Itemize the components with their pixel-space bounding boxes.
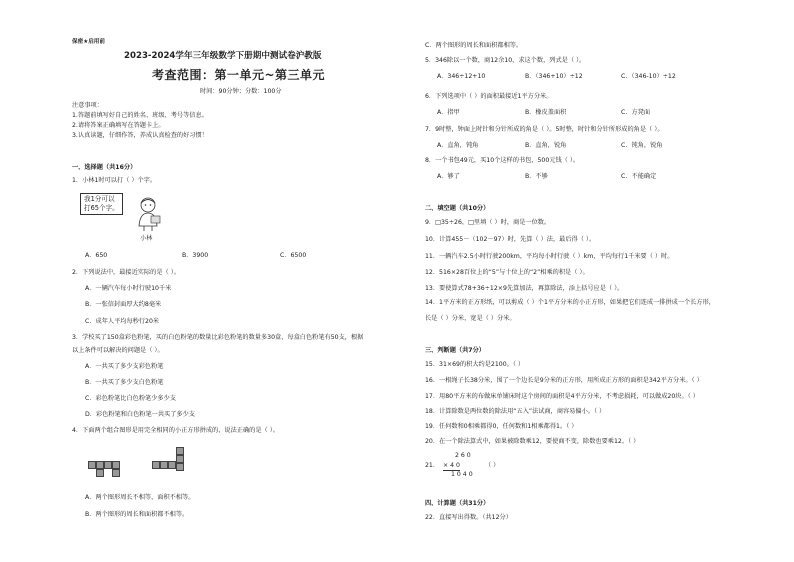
q16: 16．一根绳子长38分米，围了一个边长是9分米的正方形，用所成正方形的面积是342平方分米。（ ） — [425, 377, 703, 384]
boy-illustration — [134, 196, 162, 232]
q6-option-b: B．橡皮盖面积 — [525, 109, 567, 116]
q10: 10．计算455－（102－97）时，先算（ ）法，最后得（ ）。 — [425, 236, 596, 243]
q6-option-a: A．指甲 — [437, 109, 460, 116]
q3-option-b: B．一共买了多少支白色粉笔 — [85, 379, 164, 386]
q6-option-c: C．方凳面 — [621, 109, 651, 116]
boy-name: 小林 — [140, 235, 153, 242]
q17: 17．用80平方米的布做床单铺床时这个房间的面积是4平方分米，不考虑损耗，可以做成20块。（ ） — [425, 393, 699, 400]
speech-bubble — [80, 193, 123, 215]
note-2: 2.请将答案正确填写在答题卡上。 — [72, 122, 165, 129]
q18: 18．计算除数是两位数的除法用“五入”法试商，商容易偏小。（ ） — [425, 408, 606, 415]
right-column — [425, 0, 765, 562]
time-score: 时间：90分钟；分数：100分 — [200, 88, 282, 95]
q2-option-a: A．一辆汽车每小时行驶10千米 — [85, 285, 172, 292]
q22: 22．直接写出得数。（共12分） — [425, 514, 512, 521]
q2-option-c: C．成年人平均每秒行20米 — [85, 318, 160, 325]
q12: 12．516×28百位上的“5”与十位上的“2”相乘的积是（ ）。 — [425, 269, 589, 276]
q4-option-c: C．两个图形的周长和面积都相等。 — [425, 42, 523, 49]
q1-option-b: B．3900 — [182, 252, 209, 259]
q20: 20．在一个除法算式中，如果被除数乘12，要使商不变，除数也要乘12。（ ） — [425, 438, 640, 445]
section2-heading: 二、填空题（共10分） — [425, 205, 490, 212]
q3-option-c: C．彩色粉笔比白色粉笔少多少支 — [85, 395, 176, 402]
q6-stem: 6．下列选项中（ ）的面积最接近1平方分米。 — [425, 93, 553, 100]
q19: 19．任何数和0相乘都得0，任何数和1相乘都得1。（ ） — [425, 423, 578, 430]
q21-multiplier: × 4 0 — [443, 462, 460, 469]
bubble-line-1: 我1分可以 — [84, 195, 115, 203]
q11: 11．一辆汽车2.5小时行驶200km，平均每小时行驶（ ）km，平均每行1千米要（ ）时。 — [425, 253, 674, 260]
q15: 15．31×69的积大约是2100。（ ） — [425, 361, 525, 368]
q3-stem-line-1: 3．学校买了150盒彩色粉笔，买的白色粉笔的数量比彩色粉笔的数量多30盒，每盒白色粉笔有50支，根据 — [72, 334, 364, 341]
q7-option-c: C．钝角，锐角 — [621, 142, 663, 149]
secret-label: 保密★启用前 — [72, 39, 105, 45]
q3-option-d: D．彩色粉笔和白色粉笔一共买了多少支 — [85, 411, 195, 418]
bubble-line-2: 打65个字。 — [84, 204, 119, 212]
section1-heading: 一、选择题（共16分） — [72, 164, 137, 171]
q2-stem: 2．下列说法中，最接近实际的是（ ）。 — [72, 269, 180, 276]
notes-title: 注意事项： — [72, 102, 103, 109]
q5-option-b: B．（346+10）÷12 — [525, 73, 583, 80]
q1-option-c: C．6500 — [280, 252, 307, 259]
exam-scope: 考查范围：第一单元~第三单元 — [152, 68, 326, 82]
note-1: 1.答题前填写好自己的姓名、班级、考号等信息。 — [72, 112, 208, 119]
q7-option-b: B．直角，锐角 — [525, 142, 567, 149]
q4-stem: 4．下面两个组合图形是用完全相同的小正方形拼成的，说法正确的是（ ）。 — [72, 427, 279, 434]
q3-option-a: A．一共买了多少支彩色粉笔 — [85, 363, 164, 370]
q21-paren: （ ） — [485, 462, 500, 469]
q21-label: 21． — [425, 462, 440, 469]
figure-b — [152, 447, 200, 477]
q7-stem: 7．9时整，钟面上时针和分针所成的角是（ ）。5时整，时针和分针所形成的角是（ ）。 — [425, 126, 664, 133]
q5-stem: 5．346除以一个数，商12余10，求这个数，列式是（ ）。 — [425, 57, 586, 64]
left-column — [72, 0, 410, 562]
q9: 9．□35÷26，□里填（ ）时，商是一位数。 — [425, 219, 551, 226]
q8-stem: 8．一个书包49元，买10个这样的书包，500元钱（ ）。 — [425, 157, 580, 164]
q2-option-b: B．一张信封面厚大约8毫米 — [85, 301, 162, 308]
q8-option-b: B．不够 — [525, 173, 548, 180]
q14-line-1: 14．1平方米的正方形纸，可以剪成（ ）个1平方分米的小正方形，如果把它们连成一排拼成一个长方形， — [425, 299, 715, 306]
q3-stem-line-2: 以上条件可以解决的问题是（ ）。 — [72, 347, 164, 354]
q14-line-2: 长是（ ）分米，宽是（ ）分米。 — [425, 315, 516, 322]
q1-option-a: A．650 — [85, 252, 108, 259]
q5-option-a: A．346÷12+10 — [437, 73, 486, 80]
note-3: 3.认真读题，仔细作答，养成认真检查的好习惯！ — [72, 132, 208, 139]
q21-top-number: 2 6 0 — [455, 452, 471, 459]
q13: 13．要使算式78+36÷12×9先算加法，再算除法，添上括号应是（ ）。 — [425, 285, 624, 292]
section4-heading: 四、计算题（共31分） — [425, 500, 490, 507]
section3-heading: 三、判断题（共7分） — [425, 347, 485, 354]
q5-option-c: C．（346-10）÷12 — [621, 73, 676, 80]
q4-option-a: A．两个图形周长不相等，面积不相等。 — [85, 494, 195, 501]
q8-option-a: A．够了 — [437, 173, 460, 180]
q4-option-b: B．两个图形的周长和面积都不相等。 — [85, 511, 189, 518]
exam-title: 2023-2024学年三年级数学下册期中测试卷沪教版 — [124, 51, 322, 61]
figure-a — [88, 455, 136, 477]
q8-option-c: C．不能确定 — [621, 173, 657, 180]
q21-result: 1 0 4 0 — [451, 471, 473, 478]
q1-stem: 1．小林1时可以打（ ）个字。 — [72, 177, 157, 184]
q7-option-a: A．直角，钝角 — [437, 142, 479, 149]
